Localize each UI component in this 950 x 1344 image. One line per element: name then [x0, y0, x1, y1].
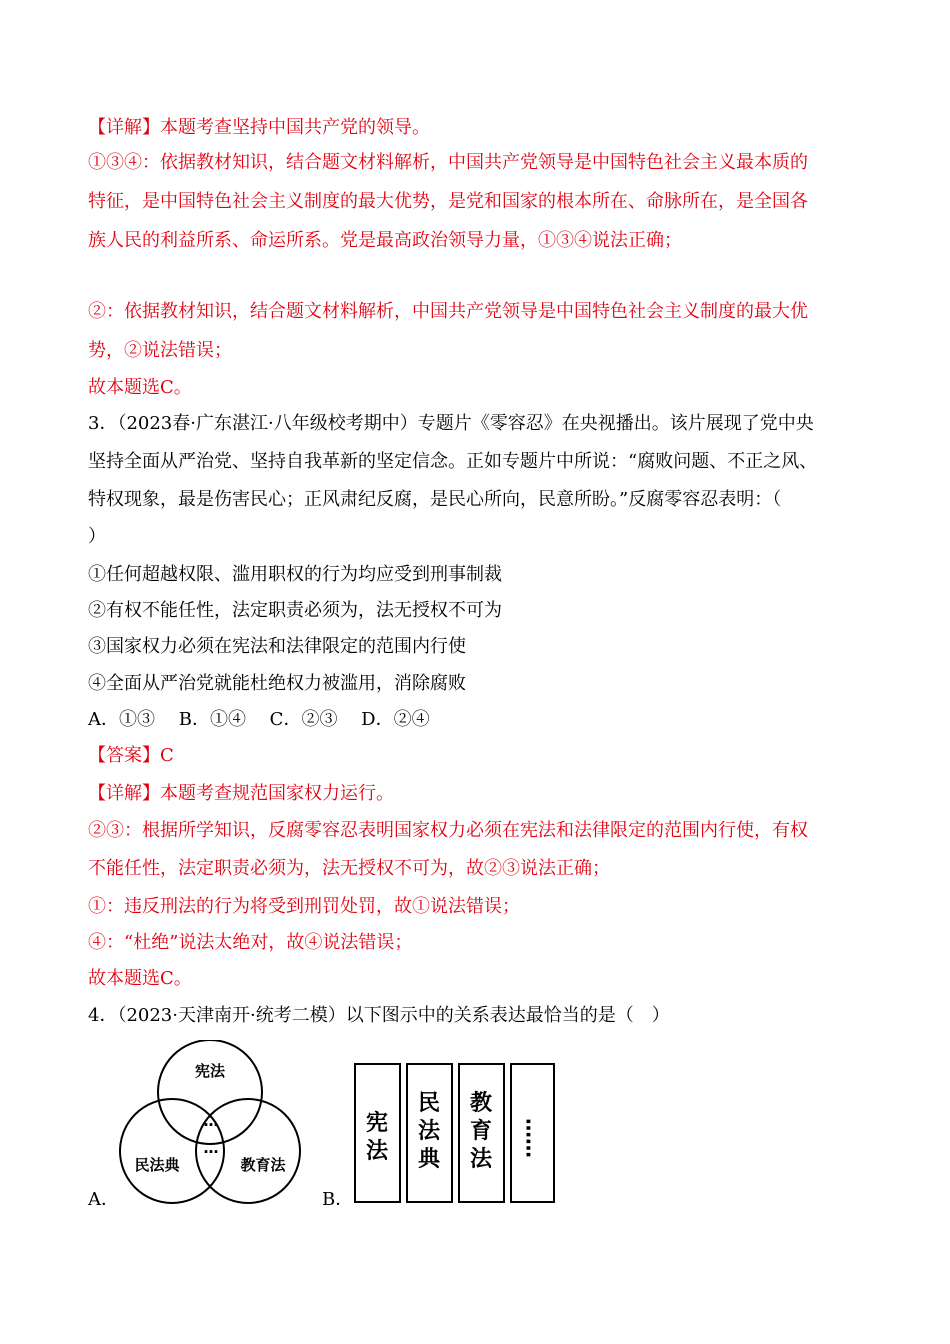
- book-text: 典: [417, 1147, 441, 1172]
- option-a-label: A．: [88, 1189, 119, 1210]
- q2-analysis-line: ①③④：依据教材知识，结合题文材料解析，中国共产党领导是中国特色社会主义最本质的: [88, 152, 808, 173]
- q4-stem: 4．（2023·天津南开·统考二模）以下图示中的关系表达最恰当的是（ ）: [88, 1005, 670, 1026]
- venn-diagram: [115, 1040, 305, 1205]
- q2-analysis-line: ②：依据教材知识，结合题文材料解析，中国共产党领导是中国特色社会主义制度的最大优: [88, 301, 808, 322]
- venn-label-civil-code: 民法典: [134, 1156, 180, 1174]
- book-text: 教: [469, 1091, 493, 1116]
- venn-label-education-law: 教育法: [240, 1156, 286, 1174]
- book-text: 法: [417, 1119, 441, 1144]
- q2-analysis-line: 特征，是中国特色社会主义制度的最大优势，是党和国家的根本所在、命脉所在，是全国各: [88, 191, 808, 212]
- q3-analysis-line: 不能任性，法定职责必须为，法无授权不可为，故②③说法正确；: [88, 858, 610, 879]
- book-text: 法: [469, 1147, 493, 1172]
- q2-conclusion: 故本题选C。: [88, 377, 192, 398]
- q3-stem-line: 3．（2023春·广东湛江·八年级校考期中）专题片《零容忍》在央视播出。该片展现了党中央: [88, 413, 814, 434]
- q3-answer: 【答案】C: [88, 745, 174, 766]
- q3-stem-line: ）: [88, 526, 106, 547]
- q3-stem-line: 坚持全面从严治党、坚持自我革新的坚定信念。正如专题片中所说：“腐败问题、不正之风、: [88, 451, 818, 472]
- q3-analysis-line: ②③：根据所学知识，反腐零容忍表明国家权力必须在宪法和法律限定的范围内行使，有权: [88, 820, 808, 841]
- q3-options: A．①③ B．①④ C．②③ D．②④: [88, 709, 430, 730]
- q2-detail: 【详解】本题考查坚持中国共产党的领导。: [88, 117, 430, 138]
- venn-label-constitution: 宪法: [194, 1062, 226, 1080]
- q3-statement: ②有权不能任性，法定职责必须为，法无授权不可为: [88, 600, 502, 621]
- q3-stem-line: 特权现象，最是伤害民心；正风肃纪反腐，是民心所向，民意所盼。”反腐零容忍表明：（: [88, 489, 782, 510]
- book-ellipsis: ……: [521, 1118, 546, 1158]
- book-text: 法: [365, 1139, 389, 1164]
- book-text: 育: [469, 1119, 493, 1144]
- q3-statement: ③国家权力必须在宪法和法律限定的范围内行使: [88, 636, 466, 657]
- q2-analysis-line: 族人民的利益所系、命运所系。党是最高政治领导力量，①③④说法正确；: [88, 230, 682, 251]
- law-books-diagram: [352, 1062, 557, 1204]
- book-text: 宪: [365, 1111, 389, 1136]
- q2-analysis-line: 势，②说法错误；: [88, 340, 232, 361]
- option-b-label: B．: [322, 1189, 354, 1210]
- q3-analysis-line: ①：违反刑法的行为将受到刑罚处罚，故①说法错误；: [88, 896, 520, 917]
- q3-detail: 【详解】本题考查规范国家权力运行。: [88, 783, 394, 804]
- q3-statement: ④全面从严治党就能杜绝权力被滥用，消除腐败: [88, 673, 466, 694]
- q3-analysis-line: ④：“杜绝”说法太绝对，故④说法错误；: [88, 932, 413, 953]
- q3-statement: ①任何超越权限、滥用职权的行为均应受到刑事制裁: [88, 564, 502, 585]
- q3-conclusion: 故本题选C。: [88, 968, 192, 989]
- book-text: 民: [417, 1091, 441, 1116]
- venn-ellipsis-upper: …: [203, 1112, 219, 1130]
- venn-ellipsis-lower: …: [203, 1139, 219, 1157]
